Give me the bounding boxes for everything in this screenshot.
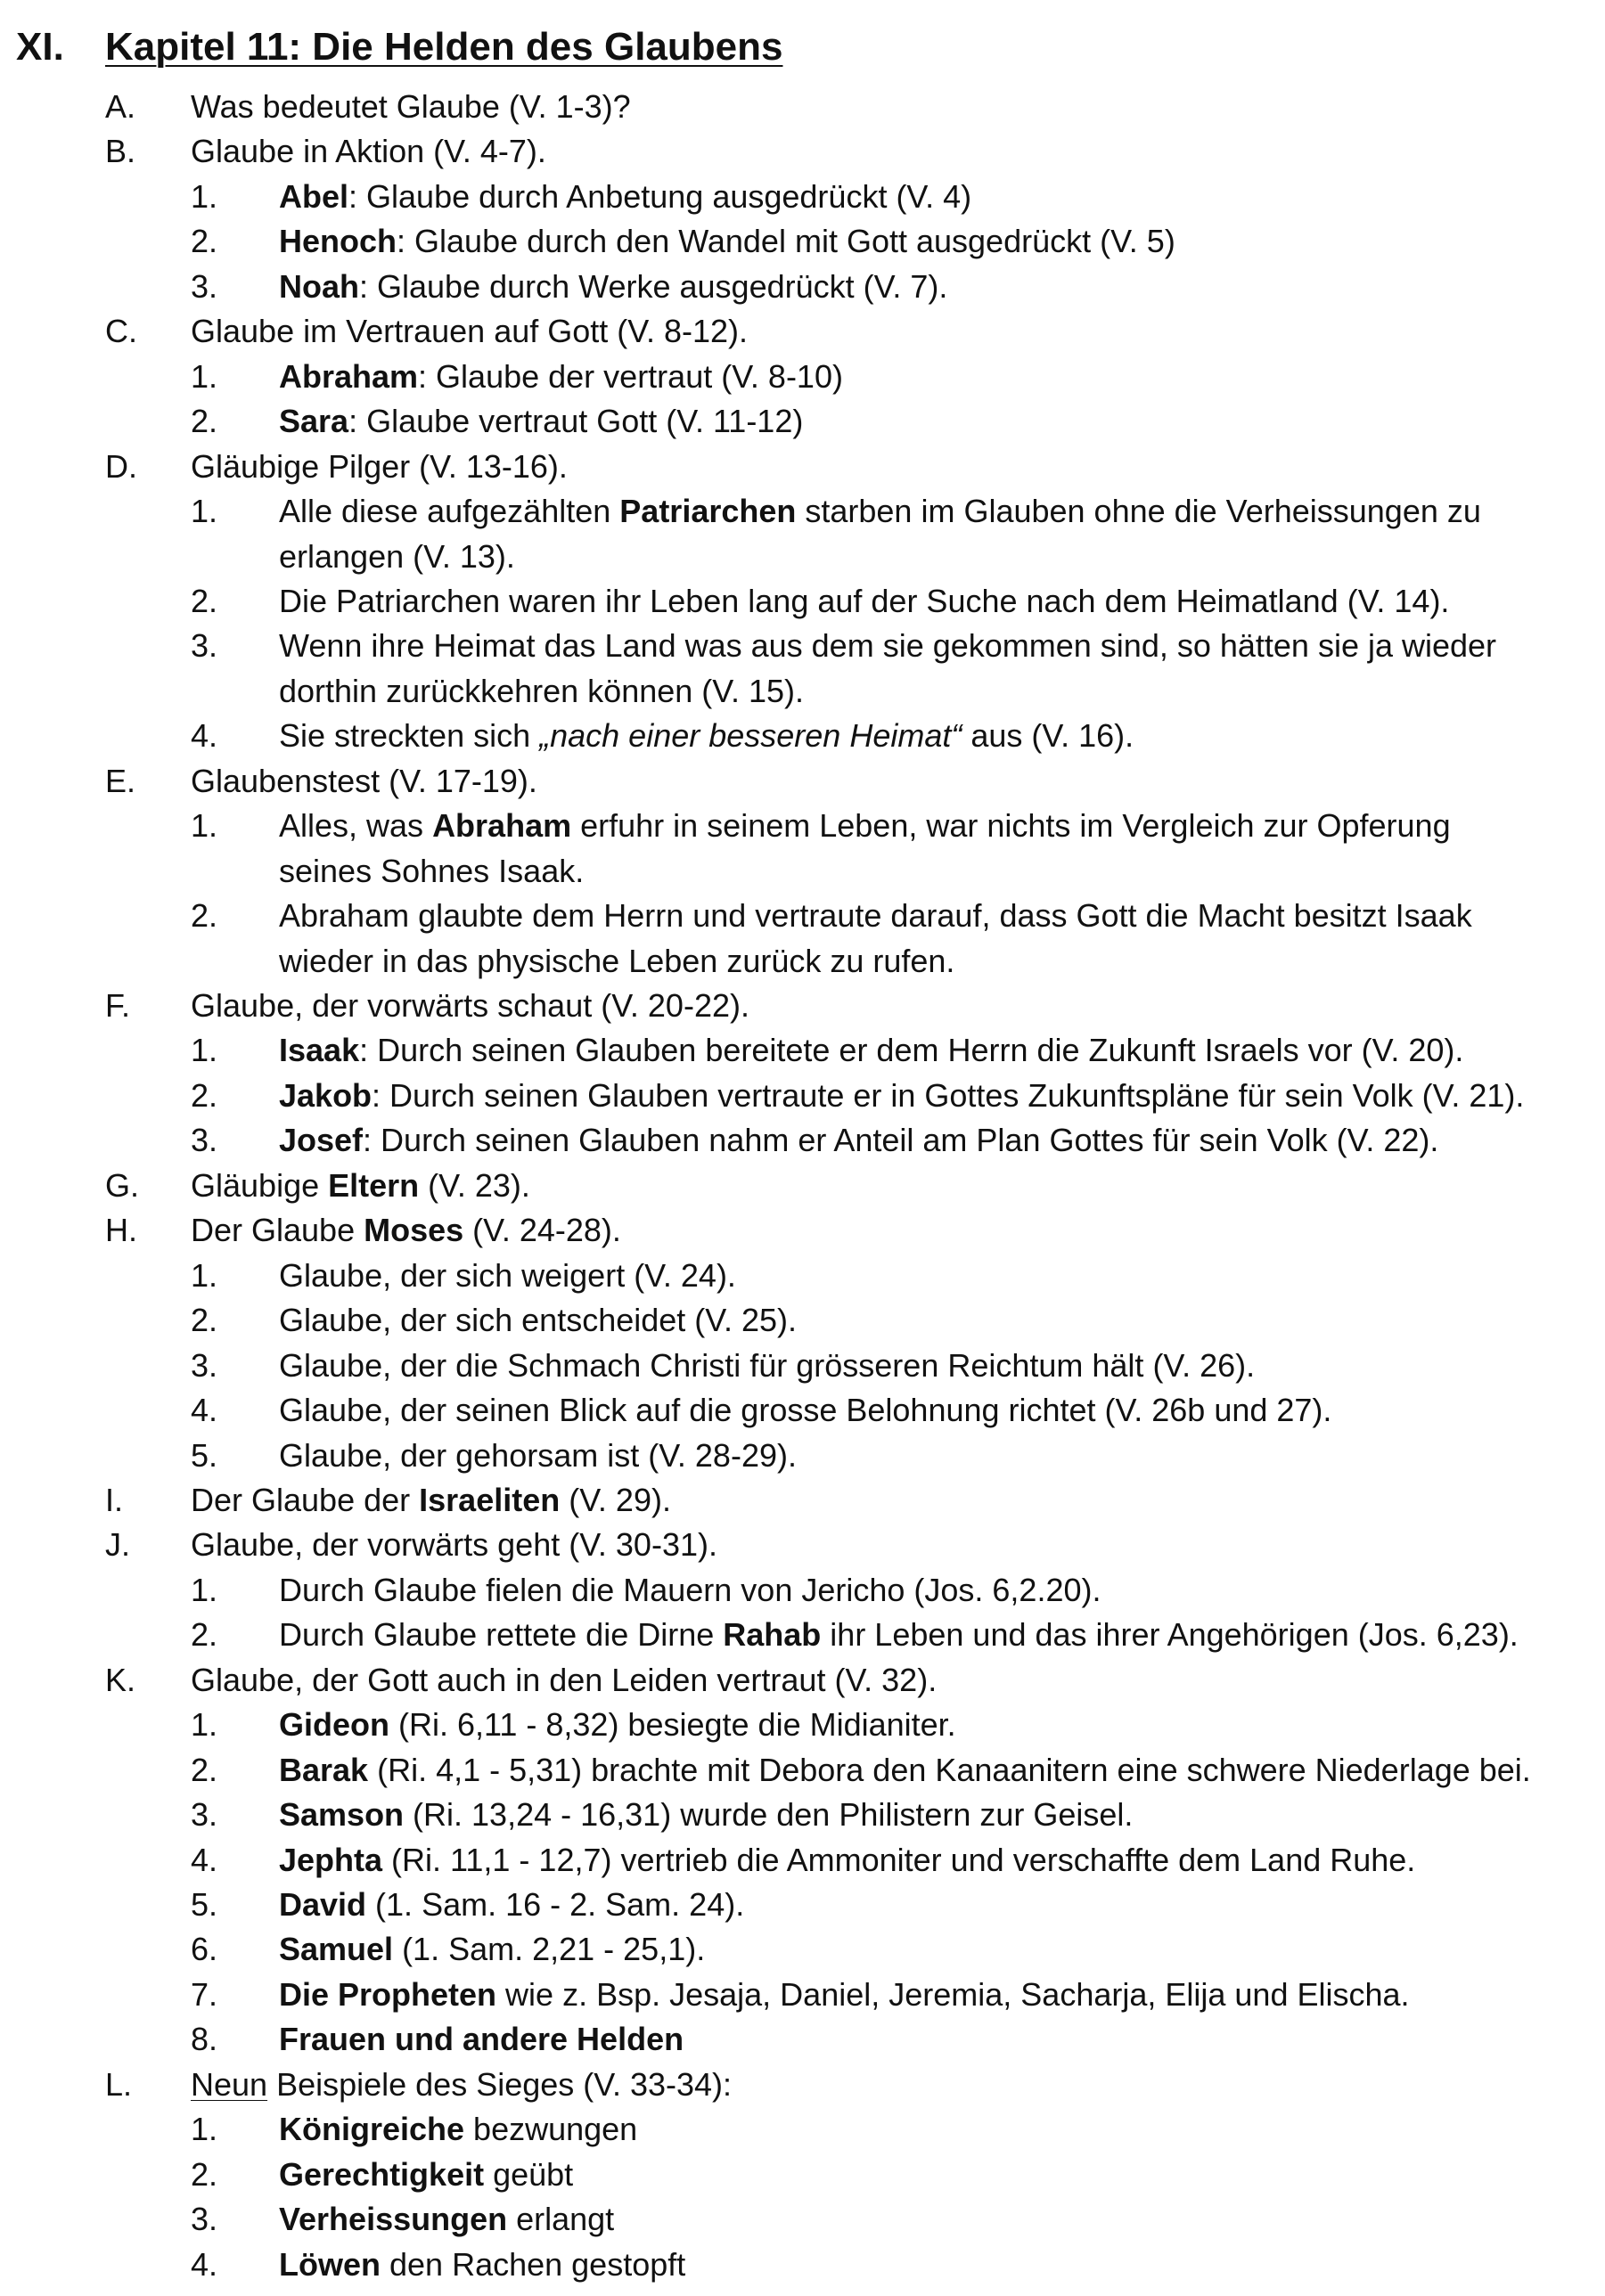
outline-marker: 1. bbox=[191, 1571, 218, 1608]
outline-text bbox=[279, 1927, 705, 1972]
text-segment: : Durch seinen Glauben bereitete er dem Herrn die Zukunft Israels vor (V. 20). bbox=[359, 1032, 1464, 1069]
outline-text bbox=[279, 1074, 1524, 1118]
text-segment: Glaube, der sich weigert (V. 24). bbox=[279, 1256, 736, 1294]
text-segment: Neun bbox=[191, 2065, 268, 2103]
text-segment: Glaubenstest (V. 17-19). bbox=[191, 762, 537, 799]
text-segment: (1. Sam. 2,21 - 25,1). bbox=[393, 1931, 706, 1968]
outline-marker: 4. bbox=[191, 1392, 218, 1429]
outline-text bbox=[279, 624, 1496, 668]
outline-text bbox=[279, 714, 1134, 758]
outline-text bbox=[191, 85, 631, 129]
outline-text bbox=[191, 445, 568, 489]
text-segment: Glaube im Vertrauen auf Gott (V. 8-12). bbox=[191, 313, 749, 350]
outline-text bbox=[279, 1568, 1101, 1613]
bold-term: Isaak bbox=[279, 1032, 360, 1069]
outline-text bbox=[279, 1973, 1410, 2017]
outline-text bbox=[279, 489, 1481, 534]
outline-text bbox=[279, 399, 803, 444]
bold-term: Eltern bbox=[328, 1166, 420, 1204]
text-segment: den Rachen gestopft bbox=[381, 2245, 686, 2283]
text-segment: Gläubige bbox=[191, 1166, 329, 1204]
outline-marker: 2. bbox=[191, 1076, 218, 1114]
text-segment: Durch Glaube rettete die Dirne bbox=[279, 1616, 724, 1654]
text-segment: Abraham glaubte dem Herrn und vertraute darauf, dass Gott die Macht besitzt Isaak bbox=[279, 897, 1472, 935]
text-segment: Gläubige Pilger (V. 13-16). bbox=[191, 447, 568, 485]
text-segment: Glaube, der Gott auch in den Leiden vertraut (V. 32). bbox=[191, 1661, 938, 1698]
text-segment: dorthin zurückkehren können (V. 15). bbox=[279, 672, 805, 709]
bold-term: Gideon bbox=[279, 1706, 389, 1744]
outline-marker: 2. bbox=[191, 1302, 218, 1339]
outline-text bbox=[191, 1523, 717, 1567]
outline-marker: 8. bbox=[191, 2021, 218, 2058]
outline-text bbox=[279, 894, 1472, 938]
outline-text bbox=[279, 1434, 797, 1478]
outline-text bbox=[279, 1344, 1255, 1388]
outline-text bbox=[279, 535, 515, 579]
outline-marker: 3. bbox=[191, 1346, 218, 1384]
outline-marker: 1. bbox=[191, 807, 218, 845]
bold-term: Abel bbox=[279, 177, 349, 215]
outline-marker: 1. bbox=[191, 357, 218, 395]
bold-term: Löwen bbox=[279, 2245, 381, 2283]
outline-marker: 7. bbox=[191, 1975, 218, 2013]
text-segment: (V. 24-28). bbox=[463, 1212, 621, 1249]
text-segment: Der Glaube bbox=[191, 1212, 364, 1249]
outline-marker: 3. bbox=[191, 267, 218, 305]
outline-marker: 4. bbox=[191, 1841, 218, 1878]
bold-term: Jephta bbox=[279, 1841, 383, 1878]
bold-term: Die Propheten bbox=[279, 1975, 497, 2013]
bold-term: Josef bbox=[279, 1122, 364, 1159]
outline-text bbox=[191, 129, 546, 174]
text-segment: starben im Glauben ohne die Verheissungen zu bbox=[796, 493, 1481, 530]
outline-text bbox=[279, 579, 1449, 624]
text-segment: Wenn ihre Heimat das Land was aus dem sie gekommen sind, so hätten sie ja wieder bbox=[279, 627, 1497, 665]
text-segment: Glaube, der seinen Blick auf die grosse Belohnung richtet (V. 26b und 27). bbox=[279, 1392, 1332, 1429]
outline-marker: 1. bbox=[191, 1032, 218, 1069]
text-segment: : Glaube der vertraut (V. 8-10) bbox=[418, 357, 843, 395]
outline-text bbox=[279, 2107, 637, 2152]
bold-term: Noah bbox=[279, 267, 359, 305]
outline-text bbox=[279, 219, 1175, 264]
text-segment: geübt bbox=[484, 2155, 574, 2193]
outline-text bbox=[279, 1118, 1438, 1163]
text-segment: Glaube, der die Schmach Christi für grösseren Reichtum hält (V. 26). bbox=[279, 1346, 1256, 1384]
text-segment: Sie streckten sich bbox=[279, 717, 540, 755]
text-segment: bezwungen bbox=[464, 2111, 638, 2148]
bold-term: Frauen und andere Helden bbox=[279, 2021, 684, 2058]
outline-text bbox=[279, 669, 804, 714]
outline-marker: 3. bbox=[191, 1796, 218, 1834]
outline-marker: 2. bbox=[191, 1616, 218, 1654]
outline-marker: 4. bbox=[191, 2245, 218, 2283]
outline-text bbox=[191, 759, 537, 804]
text-segment: Beispiele des Sieges (V. 33-34): bbox=[267, 2065, 733, 2103]
outline-marker: G. bbox=[105, 1166, 140, 1204]
bold-term: Israeliten bbox=[419, 1481, 561, 1518]
outline-text bbox=[279, 849, 584, 894]
outline-text bbox=[279, 2153, 573, 2197]
bold-term: Jakob bbox=[279, 1076, 373, 1114]
bold-term: Abraham bbox=[432, 807, 572, 845]
outline-text bbox=[279, 1703, 956, 1747]
text-segment: Alle diese aufgezählten bbox=[279, 493, 620, 530]
outline-text bbox=[191, 984, 749, 1028]
text-segment: aus (V. 16). bbox=[962, 717, 1134, 755]
text-segment: Glaube, der vorwärts geht (V. 30-31). bbox=[191, 1526, 717, 1564]
bold-term: Sara bbox=[279, 403, 349, 440]
outline-marker: 3. bbox=[191, 2201, 218, 2238]
outline-marker: A. bbox=[105, 88, 136, 125]
outline-text bbox=[279, 2197, 614, 2242]
outline-marker: 2. bbox=[191, 1751, 218, 1788]
bold-term: Abraham bbox=[279, 357, 419, 395]
outline-marker: 3. bbox=[191, 627, 218, 665]
italic-quote: „nach einer besseren Heimat“ bbox=[539, 717, 962, 755]
text-segment: (Ri. 11,1 - 12,7) vertrieb die Ammoniter und verschaffte dem Land Ruhe. bbox=[382, 1841, 1416, 1878]
text-segment: (V. 29). bbox=[560, 1481, 671, 1518]
text-segment: wie z. Bsp. Jesaja, Daniel, Jeremia, Sacharja, Elija und Elischa. bbox=[496, 1975, 1410, 2013]
text-segment: : Durch seinen Glauben vertraute er in Gottes Zukunftspläne für sein Volk (V. 21). bbox=[372, 1076, 1525, 1114]
text-segment: Durch Glaube fielen die Mauern von Jericho (Jos. 6,2.20). bbox=[279, 1571, 1101, 1608]
bold-term: Barak bbox=[279, 1751, 369, 1788]
outline-text bbox=[191, 2063, 732, 2107]
outline-text bbox=[191, 309, 748, 354]
bold-term: Königreiche bbox=[279, 2111, 465, 2148]
outline-marker: L. bbox=[105, 2065, 133, 2103]
text-segment: Glaube, der gehorsam ist (V. 28-29). bbox=[279, 1436, 797, 1474]
outline-text bbox=[279, 1254, 736, 1298]
text-segment: (Ri. 13,24 - 16,31) wurde den Philistern zur Geisel. bbox=[404, 1796, 1134, 1834]
text-segment: Was bedeutet Glaube (V. 1-3)? bbox=[191, 88, 631, 125]
bold-term: Samuel bbox=[279, 1931, 394, 1968]
bold-term: Gerechtigkeit bbox=[279, 2155, 485, 2193]
outline-marker: C. bbox=[105, 313, 137, 350]
text-segment: erfuhr in seinem Leben, war nichts im Vergleich zur Opferung bbox=[571, 807, 1451, 845]
text-segment: Glaube, der vorwärts schaut (V. 20-22). bbox=[191, 987, 749, 1024]
outline-marker: 5. bbox=[191, 1436, 218, 1474]
outline-marker: 1. bbox=[191, 493, 218, 530]
outline-marker: B. bbox=[105, 133, 136, 170]
outline-text bbox=[191, 1658, 937, 1703]
text-segment: wieder in das physische Leben zurück zu rufen. bbox=[279, 942, 955, 979]
outline-text bbox=[279, 1793, 1133, 1837]
outline-marker: 6. bbox=[191, 1931, 218, 1968]
outline-text bbox=[191, 1208, 621, 1253]
outline-marker: 4. bbox=[191, 717, 218, 755]
outline-marker: 1. bbox=[191, 177, 218, 215]
bold-term: David bbox=[279, 1886, 367, 1923]
bold-term: Verheissungen bbox=[279, 2201, 508, 2238]
outline-text bbox=[279, 1298, 797, 1343]
outline-text bbox=[279, 1388, 1331, 1433]
text-segment: (Ri. 4,1 - 5,31) brachte mit Debora den Kanaanitern eine schwere Niederlage bei. bbox=[368, 1751, 1531, 1788]
outline-marker: 3. bbox=[191, 1122, 218, 1159]
bold-term: Moses bbox=[364, 1212, 464, 1249]
text-segment: Alles, was bbox=[279, 807, 433, 845]
outline-marker: D. bbox=[105, 447, 137, 485]
chapter-number: XI. bbox=[16, 25, 64, 69]
outline-marker: 1. bbox=[191, 2111, 218, 2148]
outline-marker: H. bbox=[105, 1212, 137, 1249]
outline-text bbox=[279, 804, 1451, 848]
outline-marker: J. bbox=[105, 1526, 131, 1564]
text-segment: Glaube, der sich entscheidet (V. 25). bbox=[279, 1302, 798, 1339]
outline-text bbox=[279, 265, 947, 309]
outline-text bbox=[279, 2243, 685, 2287]
outline-text bbox=[279, 1883, 744, 1927]
text-segment: erlangen (V. 13). bbox=[279, 537, 515, 575]
outline-marker: F. bbox=[105, 987, 131, 1024]
outline-text bbox=[279, 1748, 1531, 1793]
outline-marker: 2. bbox=[191, 582, 218, 619]
outline-text bbox=[279, 1613, 1519, 1657]
text-segment: ihr Leben und das ihrer Angehörigen (Jos. 6,23). bbox=[821, 1616, 1519, 1654]
chapter-title: Kapitel 11: Die Helden des Glaubens bbox=[105, 25, 783, 69]
outline-text bbox=[191, 1478, 671, 1523]
text-segment: Die Patriarchen waren ihr Leben lang auf der Suche nach dem Heimatland (V. 14). bbox=[279, 582, 1450, 619]
text-segment: (Ri. 6,11 - 8,32) besiegte die Midianiter. bbox=[389, 1706, 956, 1744]
bold-term: Henoch bbox=[279, 223, 397, 260]
text-segment: : Glaube durch den Wandel mit Gott ausgedrückt (V. 5) bbox=[397, 223, 1175, 260]
text-segment: (V. 23). bbox=[419, 1166, 530, 1204]
outline-marker: E. bbox=[105, 762, 136, 799]
text-segment: : Glaube durch Anbetung ausgedrückt (V. 4) bbox=[348, 177, 972, 215]
outline-marker: 2. bbox=[191, 403, 218, 440]
outline-marker: K. bbox=[105, 1661, 136, 1698]
outline-marker: 5. bbox=[191, 1886, 218, 1923]
outline-marker: 1. bbox=[191, 1256, 218, 1294]
text-segment: : Glaube durch Werke ausgedrückt (V. 7). bbox=[359, 267, 948, 305]
outline-text bbox=[279, 175, 971, 219]
outline-text bbox=[279, 355, 843, 399]
outline-text bbox=[279, 1838, 1415, 1883]
bold-term: Samson bbox=[279, 1796, 405, 1834]
outline-marker: 2. bbox=[191, 2155, 218, 2193]
outline-marker: 2. bbox=[191, 897, 218, 935]
outline-text bbox=[279, 1028, 1463, 1073]
text-segment: Glaube in Aktion (V. 4-7). bbox=[191, 133, 546, 170]
bold-term: Rahab bbox=[723, 1616, 822, 1654]
text-segment: seines Sohnes Isaak. bbox=[279, 852, 585, 889]
text-segment: (1. Sam. 16 - 2. Sam. 24). bbox=[366, 1886, 745, 1923]
text-segment: : Glaube vertraut Gott (V. 11-12) bbox=[348, 403, 804, 440]
outline-text bbox=[279, 2017, 684, 2062]
text-segment: : Durch seinen Glauben nahm er Anteil am Plan Gottes für sein Volk (V. 22). bbox=[363, 1122, 1439, 1159]
text-segment: erlangt bbox=[507, 2201, 615, 2238]
bold-term: Patriarchen bbox=[619, 493, 797, 530]
outline-marker: I. bbox=[105, 1481, 124, 1518]
outline-text bbox=[279, 939, 954, 984]
outline-marker: 1. bbox=[191, 1706, 218, 1744]
outline-marker: 2. bbox=[191, 223, 218, 260]
text-segment: Der Glaube der bbox=[191, 1481, 420, 1518]
outline-text bbox=[191, 1164, 530, 1208]
